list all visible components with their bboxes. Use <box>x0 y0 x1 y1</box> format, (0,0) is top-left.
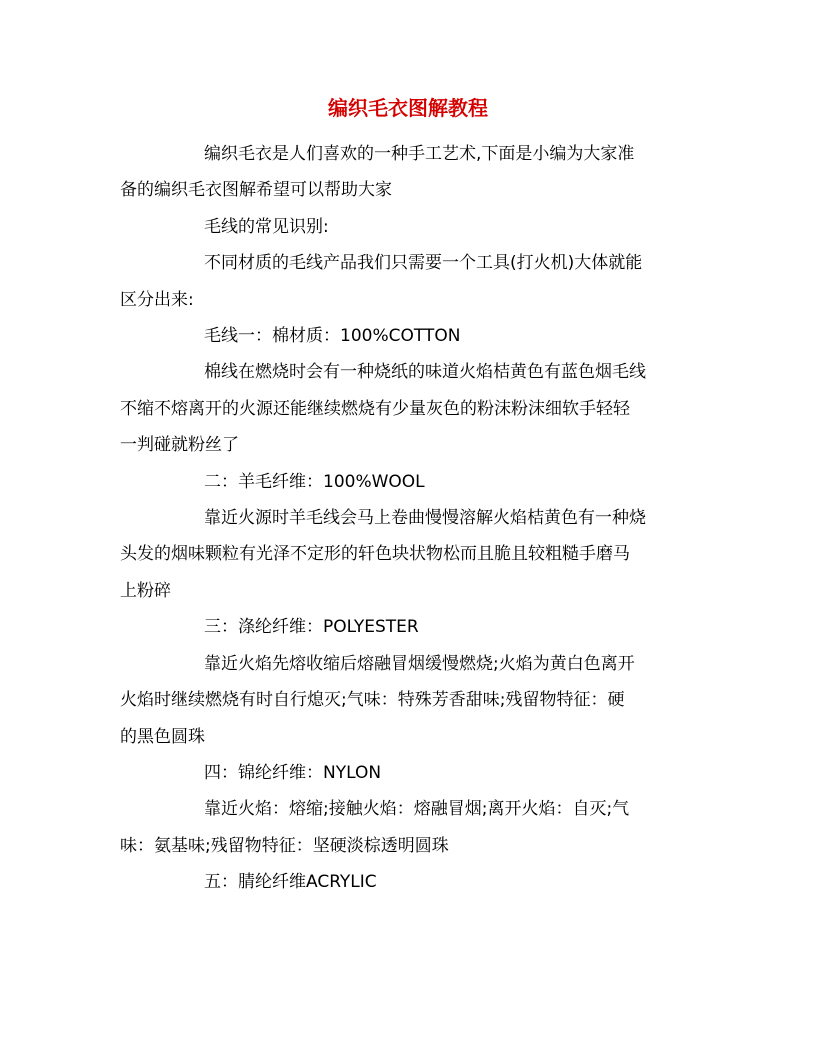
paragraph-nylon-description <box>120 791 696 864</box>
text-line: 上粉碎 <box>120 580 171 601</box>
text-line: 靠近火焰先熔收缩后熔融冒烟缓慢燃烧;火焰为黄白色离开 <box>204 653 635 674</box>
text-line: 不缩不熔离开的火源还能继续燃烧有少量灰色的粉沫粉沫细软手轻轻 <box>120 398 630 419</box>
text-line: 二：羊毛纤维：100%WOOL <box>204 471 425 492</box>
paragraph-polyester-description <box>120 646 696 755</box>
text-line: 备的编织毛衣图解希望可以帮助大家 <box>120 180 392 201</box>
paragraph-polyester-heading <box>120 609 696 645</box>
text-line: 区分出来: <box>120 289 194 310</box>
paragraph-intro <box>120 136 696 209</box>
text-line: 不同材质的毛线产品我们只需要一个工具(打火机)大体就能 <box>204 253 643 274</box>
text-line: 五：腈纶纤维ACRYLIC <box>204 872 377 893</box>
paragraph-wool-heading <box>120 464 696 500</box>
text-line: 火焰时继续燃烧有时自行熄灭;气味：特殊芳香甜味;残留物特征：硬 <box>120 690 625 711</box>
text-line: 编织毛衣是人们喜欢的一种手工艺术,下面是小编为大家准 <box>204 144 635 164</box>
text-line: 四：锦纶纤维：NYLON <box>204 762 382 783</box>
paragraph-nylon-heading <box>120 755 696 791</box>
paragraph-wool-description <box>120 500 696 609</box>
text-line: 的黑色圆珠 <box>120 726 205 747</box>
paragraph-cotton-heading <box>120 318 696 354</box>
paragraph-tool-note <box>120 245 696 318</box>
text-line: 毛线的常见识别: <box>204 216 329 237</box>
text-line: 靠近火焰：熔缩;接触火焰：熔融冒烟;离开火焰：自灭;气 <box>204 799 630 820</box>
text-line: 靠近火源时羊毛线会马上卷曲慢慢溶解火焰桔黄色有一种烧 <box>204 508 646 529</box>
paragraph-section-heading <box>120 209 696 245</box>
text-line: 三：涤纶纤维：POLYESTER <box>204 617 419 638</box>
paragraph-acrylic-heading <box>120 864 696 900</box>
text-line: 一判碰就粉丝了 <box>120 435 239 456</box>
document-body <box>120 136 696 901</box>
document-title: 编织毛衣图解教程 <box>328 96 488 120</box>
text-line: 毛线一：棉材质：100%COTTON <box>204 326 461 347</box>
paragraph-cotton-description <box>120 354 696 463</box>
text-line: 味：氨基味;残留物特征：坚硬淡棕透明圆珠 <box>120 835 449 856</box>
text-line: 头发的烟味颗粒有光泽不定形的轩色块状物松而且脆且较粗糙手磨马 <box>120 544 630 565</box>
text-line: 棉线在燃烧时会有一种烧纸的味道火焰桔黄色有蓝色烟毛线 <box>204 362 646 383</box>
